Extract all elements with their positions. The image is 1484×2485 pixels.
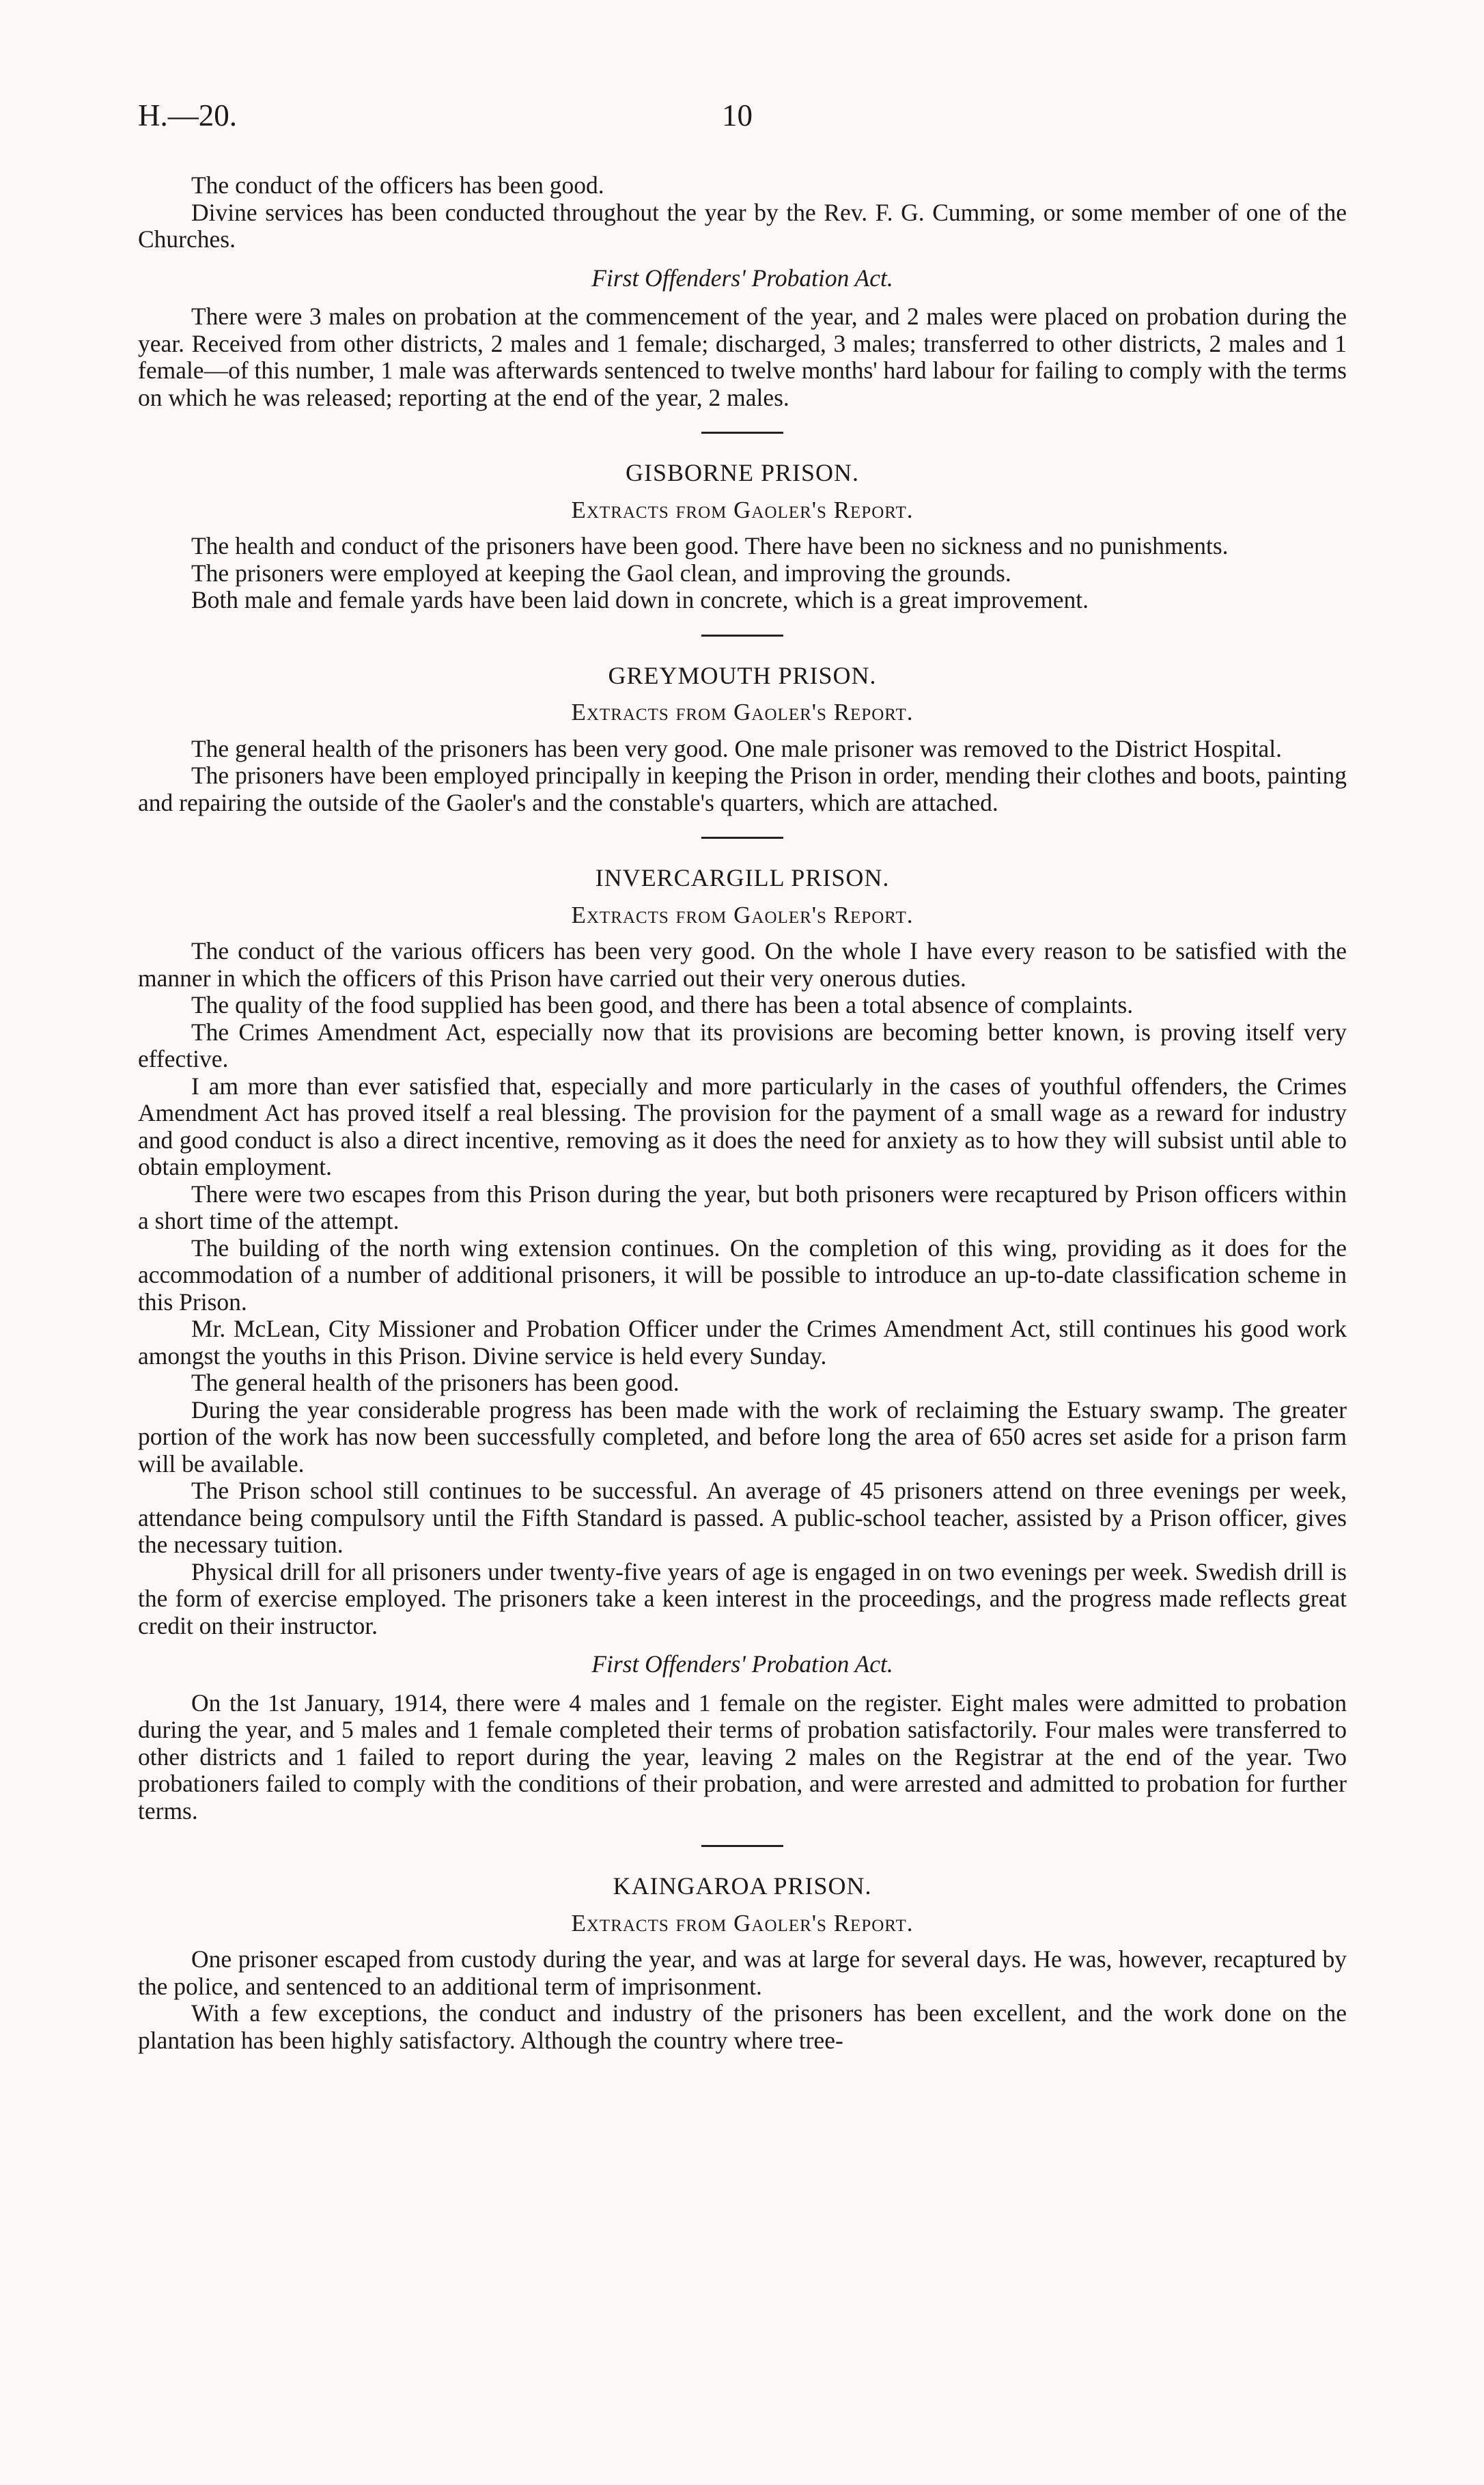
invercargill-paragraph: The quality of the food supplied has been good, and there has been a total absence of complaints. [191,991,1134,1018]
kaingaroa-paragraph: With a few exceptions, the conduct and industry of the prisoners has been excellent, and the work done on the plantation has been highly satisfactory. Although the country where tree- [138,1999,1347,2054]
document-page [138,98,1347,2054]
probation-paragraph: There were 3 males on probation at the commencement of the year, and 2 males were placed on probation during the year. Received from other districts, 2 males and 1 female; discharged, 3 males; transferred to other districts, 2 males and 1 female—of this number, 1 male was afterwards sentenced to twelve months' hard labour for failing to comply with the terms on which he was released; reporting at the end of the year, 2 males. [138,303,1347,411]
probation-paragraph: On the 1st January, 1914, there were 4 males and 1 female on the register. Eight males were admitted to probation during the year, and 5 males and 1 female completed their terms of probation satisfactorily. Four males were transferred to other districts and 1 failed to report during the year, leaving 2 males on the Registrar at the end of the year. Two probationers failed to comply with the conditions of their probation, and were arrested and admitted to probation for further terms. [138,1689,1347,1824]
section-subtitle: Extracts from Gaoler's Report. [571,1909,914,1936]
section-title-greymouth: GREYMOUTH PRISON. [608,661,877,689]
invercargill-paragraph: The conduct of the various officers has been very good. On the whole I have every reason to be satisfied with the manner in which the officers of this Prison have carried out their very onerous duties. [138,937,1347,992]
gisborne-paragraph: Both male and female yards have been laid down in concrete, which is a great improvement. [191,586,1089,613]
invercargill-paragraph: Mr. McLean, City Missioner and Probation Officer under the Crimes Amendment Act, still continues his good work amongst the youths in this Prison. Divine service is held every Sunday. [138,1315,1347,1370]
section-title-invercargill: INVERCARGILL PRISON. [595,864,890,891]
section-title-gisborne: GISBORNE PRISON. [625,459,860,486]
kaingaroa-paragraph: One prisoner escaped from custody during the year, and was at large for several days. He was, however, recaptured by the police, and sentenced to an additional term of imprisonment. [138,1945,1347,2000]
gisborne-paragraph: The prisoners were employed at keeping the Gaol clean, and improving the grounds. [191,559,1011,587]
section-divider [701,1845,783,1847]
invercargill-paragraph: The Crimes Amendment Act, especially now that its provisions are becoming better known, is proving itself very effective. [138,1018,1347,1072]
section-subtitle: Extracts from Gaoler's Report. [571,901,914,928]
gisborne-paragraph: The health and conduct of the prisoners have been good. There have been no sickness and no punishments. [191,532,1229,559]
greymouth-paragraph: The prisoners have been employed principally in keeping the Prison in order, mending their clothes and boots, painting and repairing the outside of the Gaoler's and the constable's quarters, which are attached. [138,762,1347,816]
invercargill-paragraph: The Prison school still continues to be successful. An average of 45 prisoners attend on three evenings per week, attendance being compulsory until the Fifth Standard is passed. A public-school teacher, assisted by a Prison officer, gives the necessary tuition. [138,1477,1347,1558]
invercargill-paragraph: During the year considerable progress has been made with the work of reclaiming the Estuary swamp. The greater portion of the work has now been successfully completed, and before long the area of 650 acres set aside for a prison farm will be available. [138,1396,1347,1477]
document-reference: H.—20. [138,98,237,133]
probation-subheading: First Offenders' Probation Act. [591,1650,893,1678]
section-subtitle: Extracts from Gaoler's Report. [571,496,914,523]
invercargill-paragraph: Physical drill for all prisoners under twenty-five years of age is engaged in on two evenings per week. Swedish drill is the form of exercise employed. The prisoners take a keen interest in the proceedings, and the progress made reflects great credit on their instructor. [138,1557,1347,1639]
section-divider [701,837,783,839]
invercargill-paragraph: The building of the north wing extension continues. On the completion of this wing, providing as it does for the accommodation of a number of additional prisoners, it will be possible to introduce an up-to-date classification scheme in this Prison. [138,1234,1347,1316]
invercargill-paragraph: There were two escapes from this Prison during the year, but both prisoners were recaptured by Prison officers within a short time of the attempt. [138,1180,1347,1234]
section-title-kaingaroa: KAINGAROA PRISON. [613,1872,872,1900]
page-number: 10 [722,98,753,133]
intro-paragraph: The conduct of the officers has been good. [191,171,604,199]
invercargill-paragraph: The general health of the prisoners has been good. [191,1369,680,1396]
invercargill-paragraph: I am more than ever satisfied that, especially and more particularly in the cases of youthful offenders, the Crimes Amendment Act has proved itself a real blessing. The provision for the payment of a small wage as a reward for industry and good conduct is also a direct incentive, removing as it does the need for anxiety as to how they will subsist until able to obtain employment. [138,1072,1347,1180]
section-divider [701,432,783,434]
probation-subheading: First Offenders' Probation Act. [591,264,893,292]
section-divider [701,635,783,637]
section-subtitle: Extracts from Gaoler's Report. [571,699,914,725]
running-header [138,98,1347,143]
greymouth-paragraph: The general health of the prisoners has been very good. One male prisoner was removed to the District Hospital. [191,734,1283,762]
intro-paragraph: Divine services has been conducted throughout the year by the Rev. F. G. Cumming, or some member of one of the Churches. [138,198,1347,253]
